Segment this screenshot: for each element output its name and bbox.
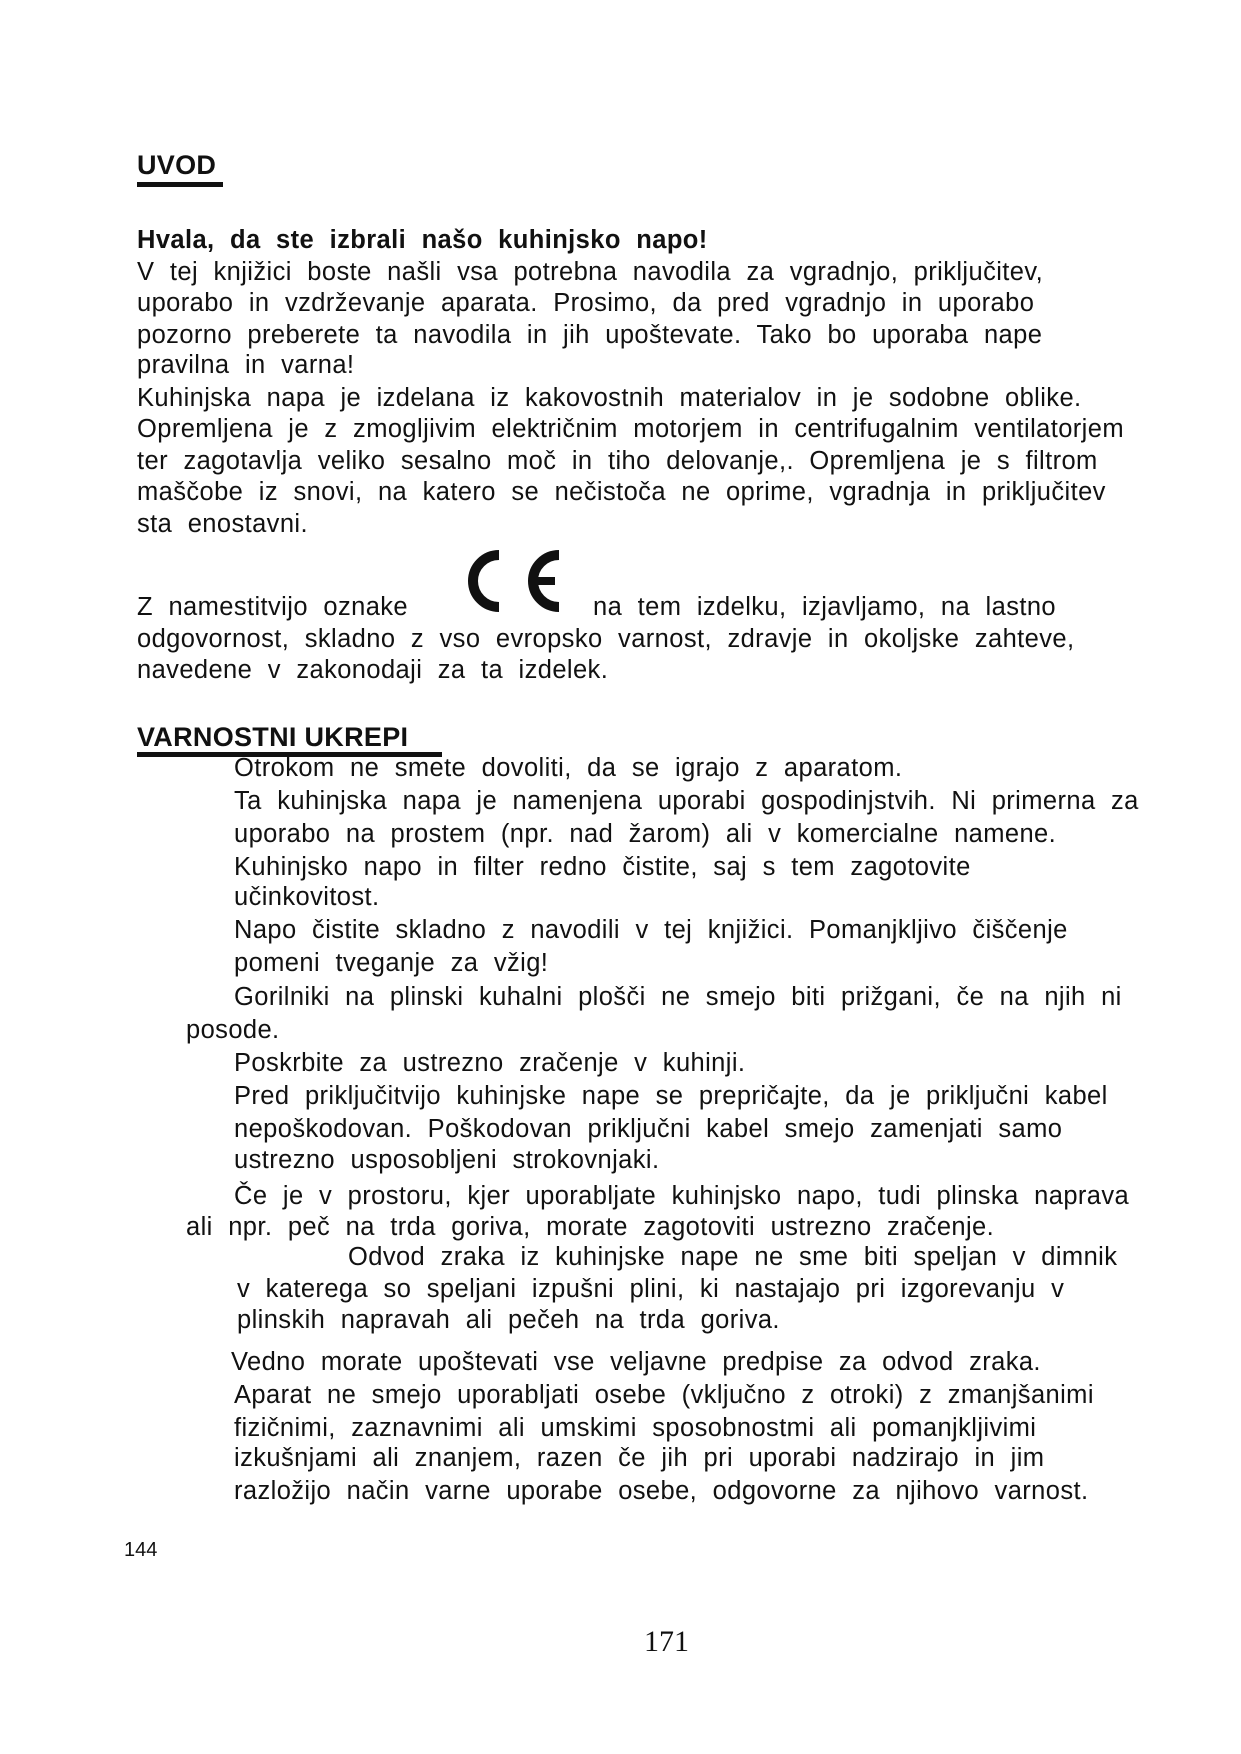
page-number: 171 (644, 1625, 689, 1658)
page-number-small: 144 (124, 1539, 158, 1561)
ce-line: navedene v zakonodaji za ta izdelek. (137, 656, 609, 684)
intro-greeting: Hvala, da ste izbrali našo kuhinjsko napo! (137, 226, 708, 254)
safety-line: ustrezno usposobljeni strokovnjaki. (234, 1146, 660, 1174)
safety-line: v katerega so speljani izpušni plini, ki nastajajo pri izgorevanju v (237, 1275, 1065, 1303)
safety-line: Aparat ne smejo uporabljati osebe (vključno z otroki) z zmanjšanimi (234, 1381, 1094, 1409)
intro-line: V tej knjižici boste našli vsa potrebna navodila za vgradnjo, priključitev, (137, 258, 1044, 286)
intro-line: Opremljena je z zmogljivim električnim motorjem in centrifugalnim ventilatorjem (137, 415, 1124, 443)
safety-line: Kuhinjsko napo in filter redno čistite, saj s tem zagotovite (234, 853, 971, 881)
intro-line: Kuhinjska napa je izdelana iz kakovostnih materialov in je sodobne oblike. (137, 384, 1082, 412)
ce-text-before: Z namestitvijo oznake (137, 593, 409, 621)
safety-line: Pred priključitvijo kuhinjske nape se prepričajte, da je priključni kabel (234, 1082, 1108, 1110)
safety-line: Če je v prostoru, kjer uporabljate kuhinjsko napo, tudi plinska naprava (234, 1182, 1130, 1210)
intro-line: uporabo in vzdrževanje aparata. Prosimo, da pred vgradnjo in uporabo (137, 289, 1035, 317)
intro-line: ter zagotavlja veliko sesalno moč in tiho delovanje,. Opremljena je s filtrom (137, 447, 1098, 475)
safety-line: izkušnjami ali znanjem, razen če jih pri uporabi nadzirajo in jim (234, 1444, 1045, 1472)
intro-line: maščobe iz snovi, na katero se nečistoča ne oprime, vgradnja in priključitev (137, 478, 1106, 506)
intro-heading: UVOD (137, 150, 217, 180)
safety-heading: VARNOSTNI UKREPI (137, 722, 409, 752)
ce-mark-icon (455, 545, 567, 617)
safety-line: fizičnimi, zaznavnimi ali umskimi sposobnostmi ali pomanjkljivimi (234, 1414, 1037, 1442)
safety-line: Otrokom ne smete dovoliti, da se igrajo z aparatom. (234, 754, 903, 782)
safety-line: Vedno morate upoštevati vse veljavne predpise za odvod zraka. (231, 1348, 1041, 1376)
safety-line: učinkovitost. (234, 883, 380, 911)
intro-line: sta enostavni. (137, 510, 308, 538)
safety-line: nepoškodovan. Poškodovan priključni kabel smejo zamenjati samo (234, 1115, 1063, 1143)
ce-line: odgovornost, skladno z vso evropsko varnost, zdravje in okoljske zahteve, (137, 625, 1075, 653)
intro-heading-underline (137, 182, 223, 187)
safety-line: posode. (186, 1016, 280, 1044)
safety-line: Napo čistite skladno z navodili v tej knjižici. Pomanjkljivo čiščenje (234, 916, 1068, 944)
safety-line: razložijo način varne uporabe osebe, odgovorne za njihovo varnost. (234, 1477, 1089, 1505)
intro-line: pravilna in varna! (137, 351, 355, 379)
intro-line: pozorno preberete ta navodila in jih upoštevate. Tako bo uporaba nape (137, 321, 1043, 349)
ce-text-after: na tem izdelku, izjavljamo, na lastno (593, 593, 1056, 621)
safety-line: Poskrbite za ustrezno zračenje v kuhinji. (234, 1049, 746, 1077)
safety-line: pomeni tveganje za vžig! (234, 949, 549, 977)
safety-line: ali npr. peč na trda goriva, morate zagotoviti ustrezno zračenje. (186, 1213, 995, 1241)
safety-line: Gorilniki na plinski kuhalni plošči ne smejo biti prižgani, če na njih ni (234, 983, 1122, 1011)
safety-line: Ta kuhinjska napa je namenjena uporabi gospodinjstvih. Ni primerna za (234, 787, 1139, 815)
safety-line: uporabo na prostem (npr. nad žarom) ali v komercialne namene. (234, 820, 1057, 848)
safety-line: plinskih napravah ali pečeh na trda goriva. (237, 1306, 780, 1334)
safety-line: Odvod zraka iz kuhinjske nape ne sme biti speljan v dimnik (348, 1243, 1118, 1271)
